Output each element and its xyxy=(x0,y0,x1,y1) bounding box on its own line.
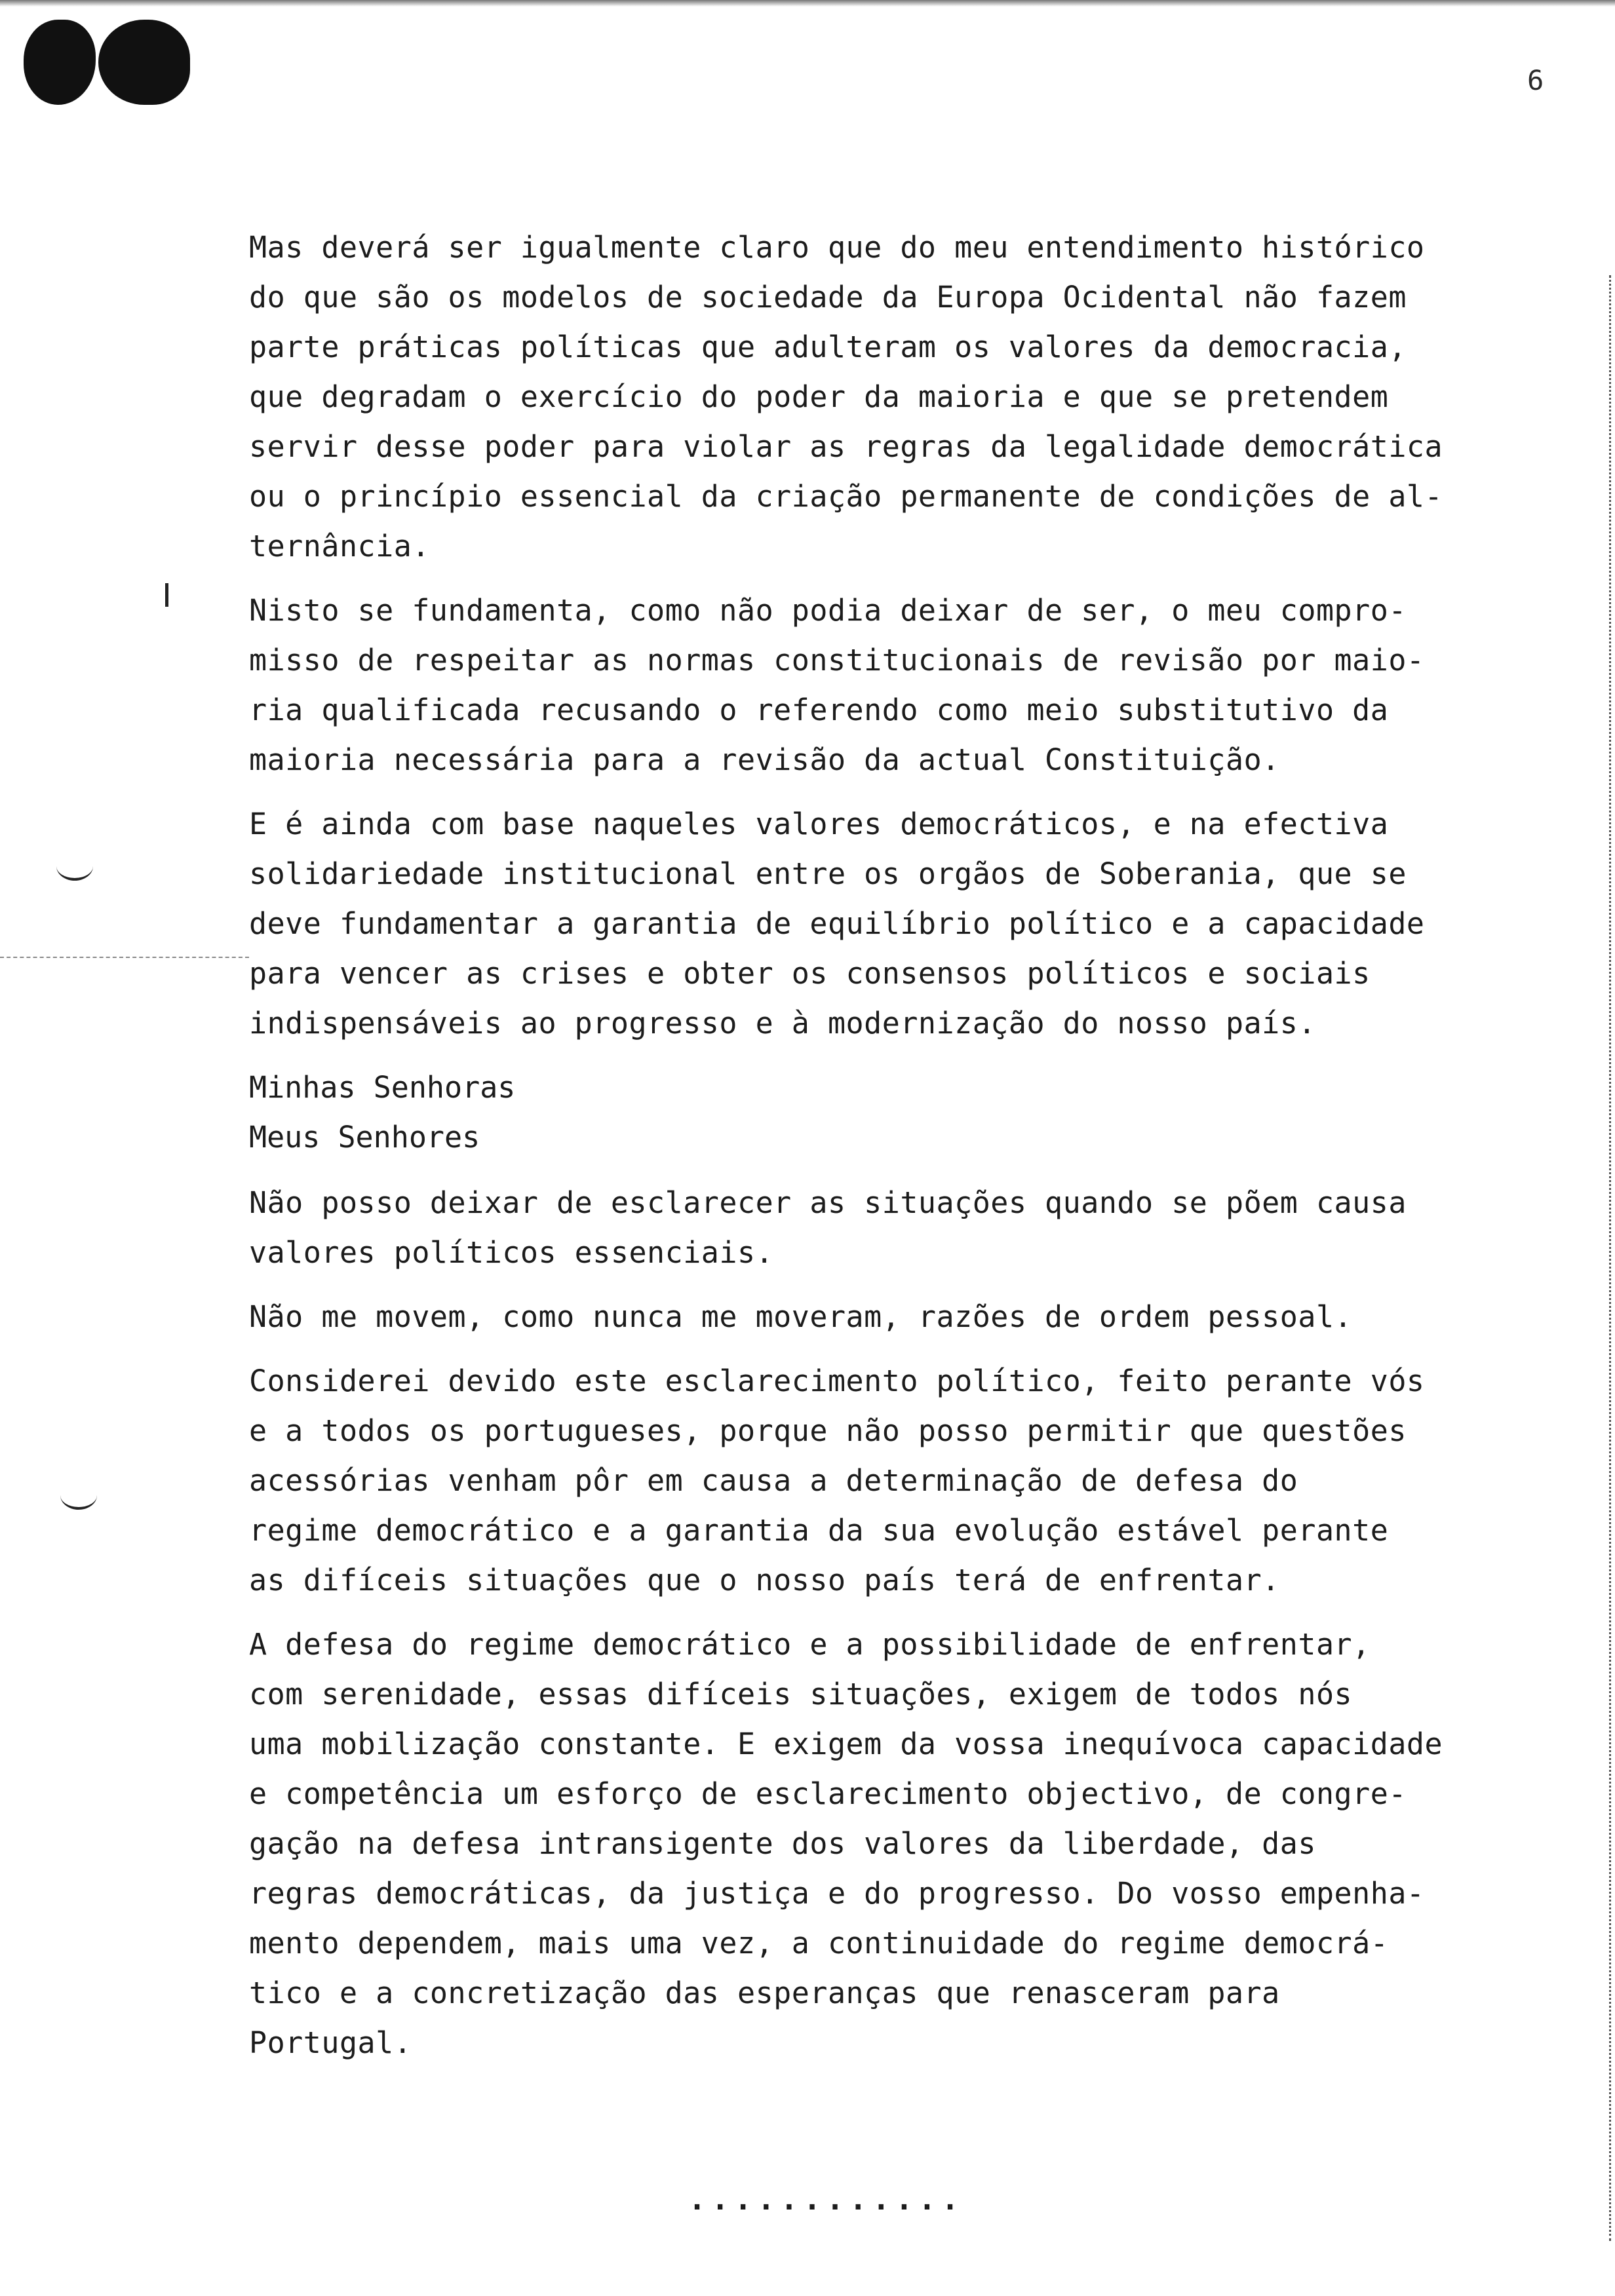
text-line: ou o princípio essencial da criação permanente de condições de al- xyxy=(249,479,1443,514)
text-line: Não me movem, como nunca me moveram, razões de ordem pessoal. xyxy=(249,1299,1353,1334)
text-line: as difíceis situações que o nosso país terá de enfrentar. xyxy=(249,1563,1280,1598)
fold-line xyxy=(0,957,249,958)
punch-hole-mark xyxy=(60,1481,97,1510)
paragraph xyxy=(249,1356,1586,1605)
text-line: indispensáveis ao progresso e à modernização do nosso país. xyxy=(249,1006,1316,1041)
salutation xyxy=(249,1063,1586,1162)
text-line: valores políticos essenciais. xyxy=(249,1235,774,1270)
punch-hole-mark xyxy=(56,852,93,881)
text-line: e competência um esforço de esclarecimento objectivo, de congre- xyxy=(249,1776,1407,1811)
paragraph xyxy=(249,1178,1586,1278)
paragraph xyxy=(249,586,1586,785)
text-line: misso de respeitar as normas constitucionais de revisão por maio- xyxy=(249,643,1425,678)
salutation-line: Meus Senhores xyxy=(249,1120,480,1155)
text-line: A defesa do regime democrático e a possibilidade de enfrentar, xyxy=(249,1627,1371,1662)
paragraph xyxy=(249,223,1586,571)
text-line: maioria necessária para a revisão da actual Constituição. xyxy=(249,742,1280,777)
body-text xyxy=(249,223,1586,2082)
text-line: tico e a concretização das esperanças que renasceram para xyxy=(249,1976,1280,2010)
text-line: gação na defesa intransigente dos valores da liberdade, das xyxy=(249,1826,1316,1861)
text-line: do que são os modelos de sociedade da Europa Ocidental não fazem xyxy=(249,280,1407,315)
text-line: deve fundamentar a garantia de equilíbrio político e a capacidade xyxy=(249,906,1425,941)
salutation-line: Minhas Senhoras xyxy=(249,1070,516,1105)
text-line: servir desse poder para violar as regras da legalidade democrática xyxy=(249,429,1443,464)
text-line: Não posso deixar de esclarecer as situações quando se põem causa xyxy=(249,1185,1407,1220)
text-line: Nisto se fundamenta, como não podia deixar de ser, o meu compro- xyxy=(249,593,1407,628)
text-line: mento dependem, mais uma vez, a continuidade do regime democrá- xyxy=(249,1926,1389,1961)
text-line: ternância. xyxy=(249,529,430,564)
ink-blot xyxy=(98,20,190,105)
text-line: regime democrático e a garantia da sua evolução estável perante xyxy=(249,1513,1389,1548)
text-line: solidariedade institucional entre os orgãos de Soberania, que se xyxy=(249,856,1407,891)
ink-blot xyxy=(24,20,96,105)
text-line: ria qualificada recusando o referendo como meio substitutivo da xyxy=(249,693,1389,727)
text-line: regras democráticas, da justiça e do progresso. Do vosso empenha- xyxy=(249,1876,1425,1911)
text-line: E é ainda com base naqueles valores democráticos, e na efectiva xyxy=(249,807,1389,841)
paragraph xyxy=(249,1292,1586,1342)
paragraph xyxy=(249,1620,1586,2068)
paragraph xyxy=(249,799,1586,1048)
text-line: que degradam o exercício do poder da maioria e que se pretendem xyxy=(249,379,1389,414)
text-line: Considerei devido este esclarecimento político, feito perante vós xyxy=(249,1364,1425,1398)
text-line: acessórias venham pôr em causa a determinação de defesa do xyxy=(249,1463,1298,1498)
paragraphs-before xyxy=(249,223,1586,1048)
page-number: 6 xyxy=(1527,64,1544,96)
end-marker: ............ xyxy=(688,2182,965,2217)
paragraphs-after xyxy=(249,1178,1586,2068)
margin-mark xyxy=(165,583,168,607)
text-line: e a todos os portugueses, porque não posso permitir que questões xyxy=(249,1413,1407,1448)
text-line: para vencer as crises e obter os consensos políticos e sociais xyxy=(249,956,1371,991)
text-line: com serenidade, essas difíceis situações, exigem de todos nós xyxy=(249,1677,1353,1712)
text-line: Mas deverá ser igualmente claro que do meu entendimento histórico xyxy=(249,230,1425,265)
scan-right-edge xyxy=(1609,275,1615,2241)
scan-top-edge xyxy=(0,0,1615,7)
text-line: parte práticas políticas que adulteram os valores da democracia, xyxy=(249,330,1407,364)
text-line: uma mobilização constante. E exigem da vossa inequívoca capacidade xyxy=(249,1727,1443,1761)
text-line: Portugal. xyxy=(249,2025,412,2060)
